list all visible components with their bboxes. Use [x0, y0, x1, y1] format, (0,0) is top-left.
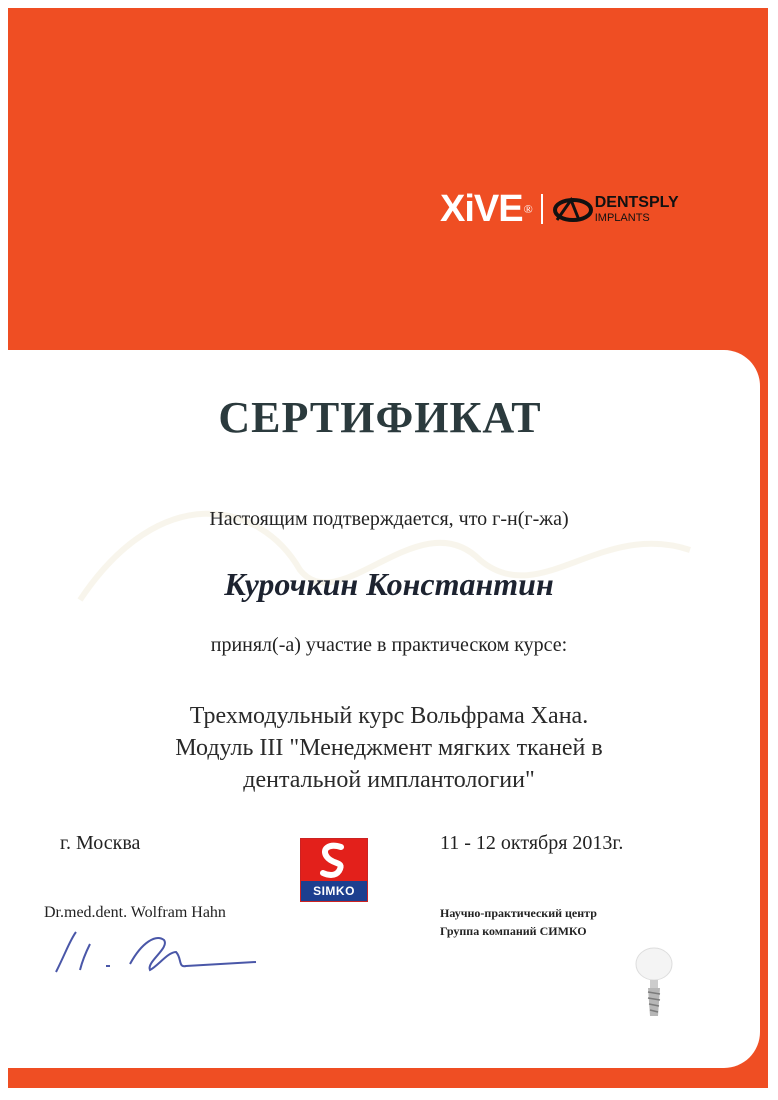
simko-logo-mark: [301, 839, 367, 881]
dental-implant-icon: [630, 946, 678, 1022]
doctor-name: Dr.med.dent. Wolfram Hahn: [44, 904, 226, 921]
registered-mark: ®: [523, 201, 533, 216]
watermark-script: [40, 460, 730, 640]
dentsply-logo-top: DENTSPLY: [594, 193, 679, 211]
brand-logos: [440, 184, 740, 234]
course-title: [0, 700, 778, 796]
logo-divider: [541, 194, 543, 224]
confirm-text: Настоящим подтверждается, что г-н(г-жа): [209, 508, 569, 530]
dentsply-swoosh-icon: [553, 194, 595, 224]
course-line-1: Трехмодульный курс Вольфрама Хана.: [189, 703, 589, 729]
dentsply-logo: [595, 195, 679, 224]
center-line-2: Группа компаний СИМКО: [440, 924, 587, 938]
center-line-1: Научно-практический центр: [440, 906, 597, 920]
recipient-name: Курочкин Константин: [224, 566, 554, 602]
xive-logo: XiVE: [440, 187, 523, 230]
dentsply-logo-bottom: IMPLANTS: [594, 211, 650, 224]
course-line-2: Модуль III "Менеджмент мягких тканей в: [175, 735, 603, 761]
participation-text: принял(-а) участие в практическом курсе:: [210, 634, 568, 656]
course-date: 11 - 12 октября 2013г.: [440, 832, 624, 854]
simko-logo-label: SIMKO: [301, 881, 367, 901]
course-line-3: дентальной имплантологии": [243, 767, 535, 793]
certificate-title: СЕРТИФИКАТ: [218, 393, 542, 442]
simko-logo: [300, 838, 368, 902]
signature: [46, 922, 266, 982]
simko-s-icon: [301, 839, 367, 881]
city: г. Москва: [60, 832, 141, 854]
